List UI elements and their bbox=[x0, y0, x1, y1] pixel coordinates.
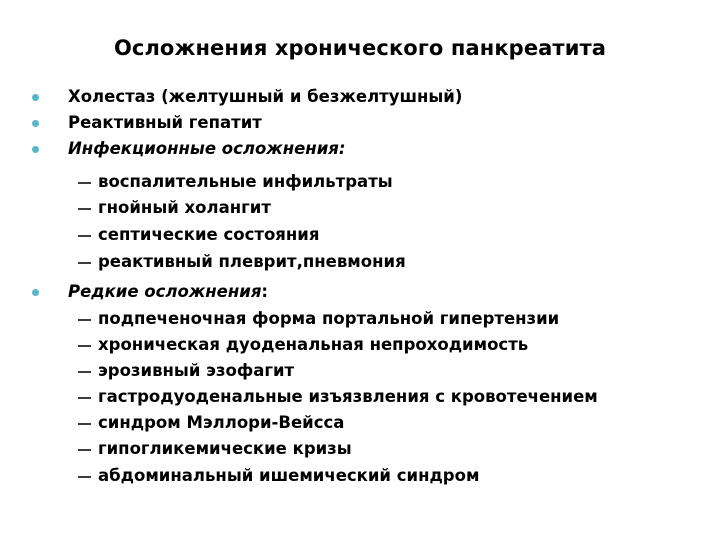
item-text: Реактивный гепатит bbox=[68, 113, 262, 132]
sub-list-item bbox=[98, 172, 393, 192]
slide-title: Осложнения хронического панкреатита bbox=[113, 36, 607, 60]
sub-list-item bbox=[98, 198, 271, 218]
sub-list-item bbox=[98, 361, 294, 381]
dash-icon bbox=[78, 476, 91, 478]
dash-icon bbox=[78, 319, 91, 321]
sub-list-item bbox=[98, 252, 406, 272]
item-text: гипогликемические кризы bbox=[98, 439, 352, 458]
sub-list-item bbox=[98, 387, 598, 407]
dash-icon bbox=[78, 182, 91, 184]
bullet-icon bbox=[32, 146, 39, 153]
item-suffix: : bbox=[261, 282, 269, 301]
sub-list-item bbox=[98, 466, 479, 486]
list-item bbox=[68, 139, 345, 159]
item-text: воспалительные инфильтраты bbox=[98, 172, 393, 191]
sub-list-item bbox=[98, 335, 528, 355]
list-item bbox=[68, 282, 268, 302]
dash-icon bbox=[78, 208, 91, 210]
bullet-icon bbox=[32, 94, 39, 101]
bullet-icon bbox=[32, 120, 39, 127]
item-text: синдром Мэллори-Вейсса bbox=[98, 413, 345, 432]
dash-icon bbox=[78, 262, 91, 264]
item-text: гнойный холангит bbox=[98, 198, 271, 217]
sub-list-item bbox=[98, 309, 559, 329]
dash-icon bbox=[78, 423, 91, 425]
item-text: реактивный плеврит,пневмония bbox=[98, 252, 406, 271]
dash-icon bbox=[78, 235, 91, 237]
dash-icon bbox=[78, 371, 91, 373]
dash-icon bbox=[78, 449, 91, 451]
sub-list-item bbox=[98, 413, 344, 433]
item-text: Редкие осложнения bbox=[68, 282, 262, 301]
item-text: подпеченочная форма портальной гипертензии bbox=[98, 309, 560, 328]
item-text: эрозивный эзофагит bbox=[98, 361, 295, 380]
item-text: Инфекционные осложнения: bbox=[68, 139, 346, 158]
item-text: хроническая дуоденальная непроходимость bbox=[98, 335, 529, 354]
bullet-icon bbox=[32, 289, 39, 296]
item-text: гастродуоденальные изъязвления с кровотечением bbox=[98, 387, 598, 406]
item-text: Холестаз (желтушный и безжелтушный) bbox=[68, 87, 463, 106]
dash-icon bbox=[78, 345, 91, 347]
item-text: септические состояния bbox=[98, 225, 320, 244]
item-text: абдоминальный ишемический синдром bbox=[98, 466, 480, 485]
list-item bbox=[68, 113, 262, 133]
dash-icon bbox=[78, 397, 91, 399]
list-item bbox=[68, 87, 462, 107]
sub-list-item bbox=[98, 225, 319, 245]
sub-list-item bbox=[98, 439, 352, 459]
